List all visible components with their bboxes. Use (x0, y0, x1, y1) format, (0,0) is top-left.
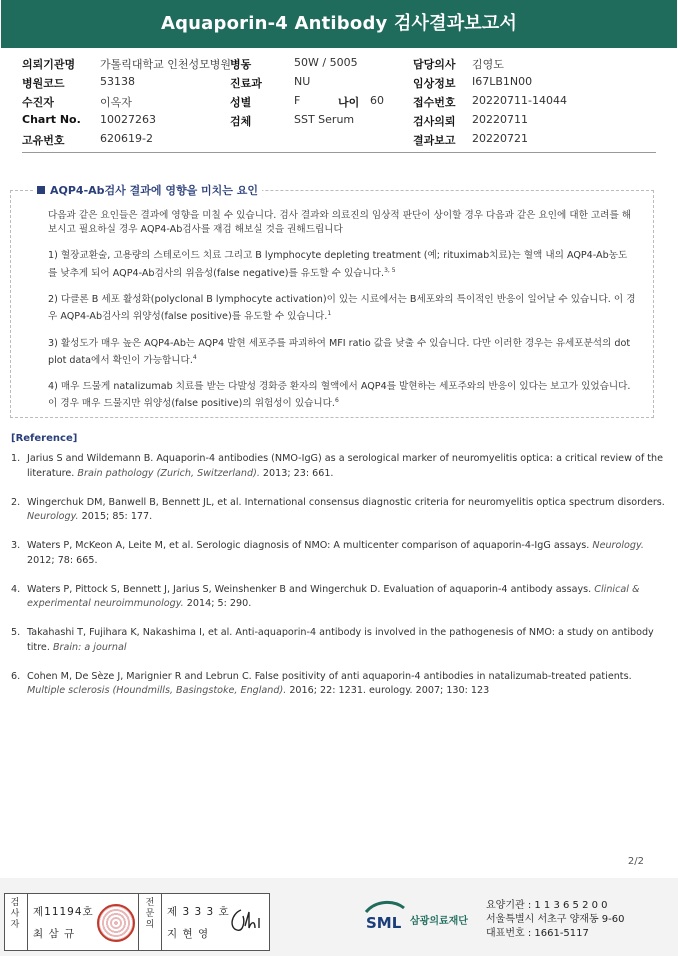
factor-section (10, 184, 654, 418)
tester-number: 제11194호 (33, 906, 94, 918)
dept-value: NU (294, 75, 311, 88)
factor-item-3: 3) 활성도가 매우 높은 AQP4-Ab는 AQP4 발현 세포주를 파괴하여 MFI ratio 값을 낮출 수 있습니다. 다만 이러한 경우는 유세포분석의 dot plot data에서 확인이 가능합니다.$^4$ (48, 337, 631, 366)
report-label: 결과보고 (413, 134, 456, 147)
dept-label: 진료과 (230, 77, 262, 90)
factor-item-4: 4) 매우 드물게 natalizumab 치료를 받는 다발성 경화증 환자의 혈액에서 AQP4를 발현하는 세포주와의 반응이 있다는 보고가 있었습니다. 이 경우 매우 드물지만 위양성(false positive)의 위험성이 있습니다.$^6$ (48, 381, 631, 410)
hospital-info (486, 899, 625, 941)
factor-item-2: 2) 다클론 B 세포 활성화(polyclonal B lymphocyte activation)이 있는 시료에서는 B세포와의 특이적인 반응이 일어날 수 있습니다. 이 경우 AQP4-Ab검사의 위양성(false positive)를 유도할 수 있습니다.$^1$ (48, 294, 636, 323)
request-value: 20220711 (472, 113, 528, 126)
report-title: Aquaporin-4 Antibody 검사결과보고서 (1, 0, 677, 48)
seal-stamp-icon (97, 904, 135, 942)
reference-item: 6. Cohen M, De Sèze J, Marignier R and Lebrun C. False positivity of anti aquaporin-4 antibodies in natalizumab-treated patients. Multiple sclerosis (Houndmills, Basingstoke, England). 2016; 22: 1231. eurology. 2007; 130: 123 (11, 670, 632, 696)
reference-list (11, 452, 671, 713)
factor-intro: 다음과 같은 요인들은 결과에 영향을 미칠 수 있습니다. 검사 결과와 의료진의 임상적 판단이 상이할 경우 다음과 같은 요인에 대한 고려를 해 보시고 필요하실 경우 AQP4-Ab검사를 재검 해보실 것을 권해드립니다 (48, 210, 632, 236)
specimen-value: SST Serum (294, 113, 355, 126)
reference-item: 4. Waters P, Pittock S, Bennett J, Jarius S, Weinshenker B and Wingerchuk D. Evaluation of aquaporin-4 antibody assays. Clinical & experimental neuroimmunology. 2014; 5: 290. (11, 583, 640, 609)
factor-title: AQP4-Ab검사 결과에 영향을 미치는 요인 (50, 184, 258, 197)
sml-logo-icon (362, 898, 406, 932)
page-number: 2/2 (627, 856, 644, 867)
chart-value: 10027263 (100, 113, 156, 126)
svg-text:SML: SML (366, 914, 402, 932)
patient-value: 이옥자 (100, 96, 132, 109)
phone: 대표번호 : 1661-5117 (486, 928, 589, 939)
specialist-number: 제 3 3 3 호 (167, 906, 230, 918)
receipt-label: 접수번호 (413, 96, 456, 109)
sex-label: 성별 (230, 96, 252, 109)
hospital-code-label: 병원코드 (22, 77, 65, 90)
receipt-value: 20220711-14044 (472, 94, 567, 107)
report-value: 20220721 (472, 132, 528, 145)
tester-label: 검사자 (10, 898, 20, 930)
reference-heading: [Reference] (11, 433, 78, 444)
age-label: 나이 (338, 96, 360, 109)
factor-item-1: 1) 혈장교환술, 고용량의 스테로이드 치료 그리고 B lymphocyte depleting treatment (예; rituximab치료)는 혈액 내의 AQP4-Ab농도를 낮추게 되어 AQP4-Ab검사의 위음성(false negative)를 유도할 수 있습니다.$^{3, 5}$ (48, 250, 628, 279)
patient-info (22, 54, 652, 149)
id-value: 620619-2 (100, 132, 153, 145)
specialist-label: 전문의 (145, 898, 155, 930)
divider (22, 152, 656, 153)
ward-value: 50W / 5005 (294, 56, 358, 69)
specimen-label: 검체 (230, 115, 252, 128)
patient-label: 수진자 (22, 96, 54, 109)
clinical-value: I67LB1N00 (472, 75, 533, 88)
doctor-label: 담당의사 (413, 58, 456, 71)
specialist-name: 지 현 영 (167, 928, 210, 940)
institution-label: 의뢰기관명 (22, 58, 76, 71)
reference-item: 5. Takahashi T, Fujihara K, Nakashima I, et al. Anti-aquaporin-4 antibody is involved in the pathogenesis of NMO: a study on antibody titre. Brain: a journal (11, 627, 654, 653)
age-value: 60 (370, 94, 384, 107)
bullet-square-icon (37, 186, 45, 194)
reference-item: 3. Waters P, McKeon A, Leite M, et al. Serologic diagnosis of NMO: A multicenter comparison of aquaporin-4-IgG assays. Neurology. 2012; 78: 665. (11, 540, 644, 566)
org-name: 삼광의료재단 (410, 916, 468, 927)
factor-body (48, 209, 636, 424)
clinical-label: 임상정보 (413, 77, 456, 90)
hospital-code-value: 53138 (100, 75, 135, 88)
address: 서울특별시 서초구 양재동 9-60 (486, 914, 625, 925)
sex-value: F (294, 94, 301, 107)
reference-item: 2. Wingerchuk DM, Banwell B, Bennett JL, et al. International consensus diagnostic criteria for neuromyelitis optica spectrum disorders. Neurology. 2015; 85: 177. (11, 496, 665, 522)
signature-box (4, 893, 270, 951)
tester-name: 최 삼 규 (33, 928, 76, 940)
chart-label: Chart No. (22, 113, 81, 126)
ward-label: 병동 (230, 58, 252, 71)
id-label: 고유번호 (22, 134, 65, 147)
reference-item: 1. Jarius S and Wildemann B. Aquaporin-4 antibodies (NMO-IgG) as a serological marker of neuromyelitis optica: a critical review of the literature. Brain pathology (Zurich, Switzerland). 2013; 23: 661. (11, 453, 664, 479)
institution-value: 가톨릭대학교 인천성모병원 (100, 58, 232, 71)
care-code: 요양기관 : 1 1 3 6 5 2 0 0 (486, 900, 608, 911)
request-label: 검사의뢰 (413, 115, 456, 128)
signature-icon (227, 906, 265, 936)
doctor-value: 김영도 (472, 58, 504, 71)
